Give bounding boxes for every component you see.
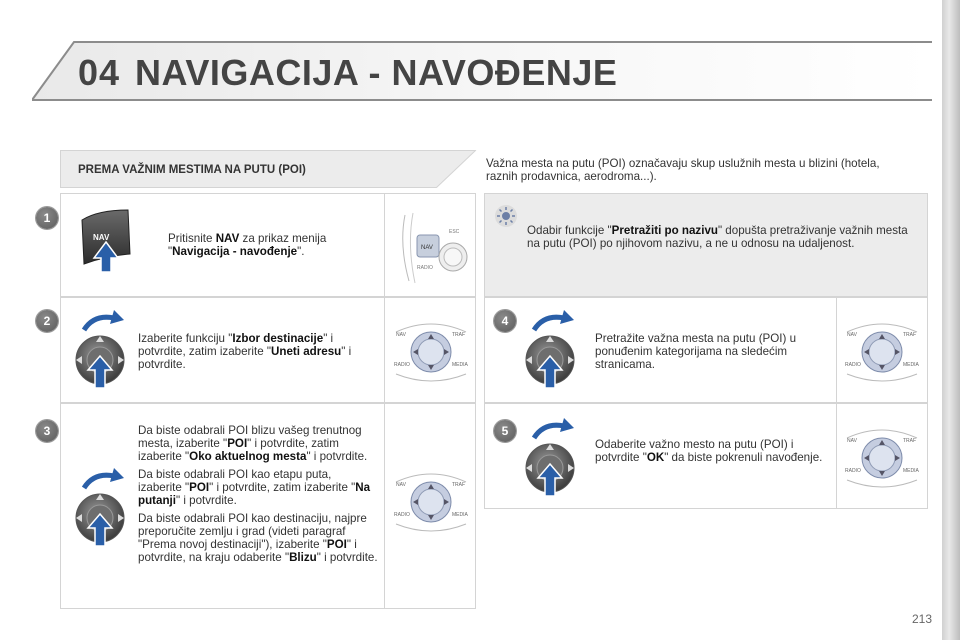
radio-label: RADIO [845, 468, 861, 474]
tip-icon [495, 205, 517, 227]
traf-label: TRAF [903, 332, 917, 338]
nav-button-icon [78, 208, 134, 274]
page-title: NAVIGACIJA - NAVOĐENJE [135, 52, 618, 93]
media-label: MEDIA [903, 362, 919, 368]
step-3-badge: 3 [36, 420, 58, 442]
step-4-text: Pretražite važna mesta na putu (POI) u ponuđenim kategorijama na sledećim stranicama. [595, 332, 797, 371]
step-5-badge: 5 [494, 420, 516, 442]
traf-label: TRAF [452, 332, 466, 338]
step-5-text: Odaberite važno mesto na putu (POI) i potvrdite "OK" da biste pokrenuli navođenje. [595, 438, 823, 464]
nav-label: NAV [847, 438, 857, 444]
step-5-divider [836, 403, 837, 509]
nav-label: NAV [396, 482, 406, 488]
step-3-para-2: Da biste odabrali POI kao etapu puta, izaberite "POI" i potvrdite, zatim izaberite "Na putanji" i potvrdite. [138, 468, 371, 507]
traf-label: TRAF [452, 482, 466, 488]
svg-text:RADIO: RADIO [417, 265, 433, 271]
rotary-knob-icon-5 [520, 416, 590, 498]
nav-label: NAV [396, 332, 406, 338]
page-number: 213 [912, 612, 933, 626]
svg-text:NAV: NAV [421, 245, 433, 251]
rotary-knob-icon-4 [520, 308, 590, 390]
step-2-divider [384, 297, 385, 403]
step-3-text [138, 424, 378, 564]
step-2-badge: 2 [36, 310, 58, 332]
step-1-text: Pritisnite NAV za prikaz menija "Navigacija - navođenje". [168, 232, 327, 258]
media-label: MEDIA [903, 468, 919, 474]
control-panel-illustration-3 [392, 462, 470, 540]
page-edge-bar [942, 0, 960, 640]
radio-label: RADIO [394, 512, 410, 518]
svg-text:ESC: ESC [449, 229, 460, 235]
control-panel-illustration-4 [843, 312, 921, 390]
media-label: MEDIA [452, 512, 468, 518]
step-3-divider [384, 403, 385, 609]
control-panel-illustration-5 [843, 418, 921, 496]
step-4-divider [836, 297, 837, 403]
tip-text: Odabir funkcije "Pretražiti po nazivu" dopušta pretraživanje važnih mesta na putu (POI) po njihovom nazivu, a ne u odnosu na udaljenost. [527, 224, 908, 250]
heading-accent [430, 150, 480, 188]
rotary-knob-icon [70, 308, 140, 390]
section-intro: Važna mesta na putu (POI) označavaju skup uslužnih mesta u blizini (hotela, raznih prodavnica, aerodroma...). [486, 157, 880, 183]
chapter-number: 04 [78, 52, 121, 93]
media-label: MEDIA [452, 362, 468, 368]
control-panel-illustration-2 [392, 312, 470, 390]
step-2-text: Izaberite funkciju "Izbor destinacije" i potvrdite, zatim izaberite "Uneti adresu" i potvrdite. [138, 332, 352, 371]
radio-label: RADIO [845, 362, 861, 368]
rotary-knob-icon-3 [70, 466, 140, 548]
dashboard-nav-illustration [395, 205, 471, 287]
step-1-divider [384, 193, 385, 297]
traf-label: TRAF [903, 438, 917, 444]
nav-label: NAV [847, 332, 857, 338]
step-4-badge: 4 [494, 310, 516, 332]
step-1-badge: 1 [36, 207, 58, 229]
step-3-para-1: Da biste odabrali POI blizu vašeg trenutnog mesta, izaberite "POI" i potvrdite, zatim izaberite "Oko aktuelnog mesta" i potvrdite. [138, 424, 368, 463]
svg-text:NAV: NAV [93, 233, 110, 242]
step-3-para-3: Da biste odabrali POI kao destinaciju, najpre preporučite zemlju i grad (videti paragraf "Prema novoj destinaciji"), izaberite "POI" i potvrdite, na kraju odaberite "Blizu" i potvrdite. [138, 512, 378, 564]
section-title: PREMA VAŽNIM MESTIMA NA PUTU (POI) [78, 164, 306, 176]
radio-label: RADIO [394, 362, 410, 368]
